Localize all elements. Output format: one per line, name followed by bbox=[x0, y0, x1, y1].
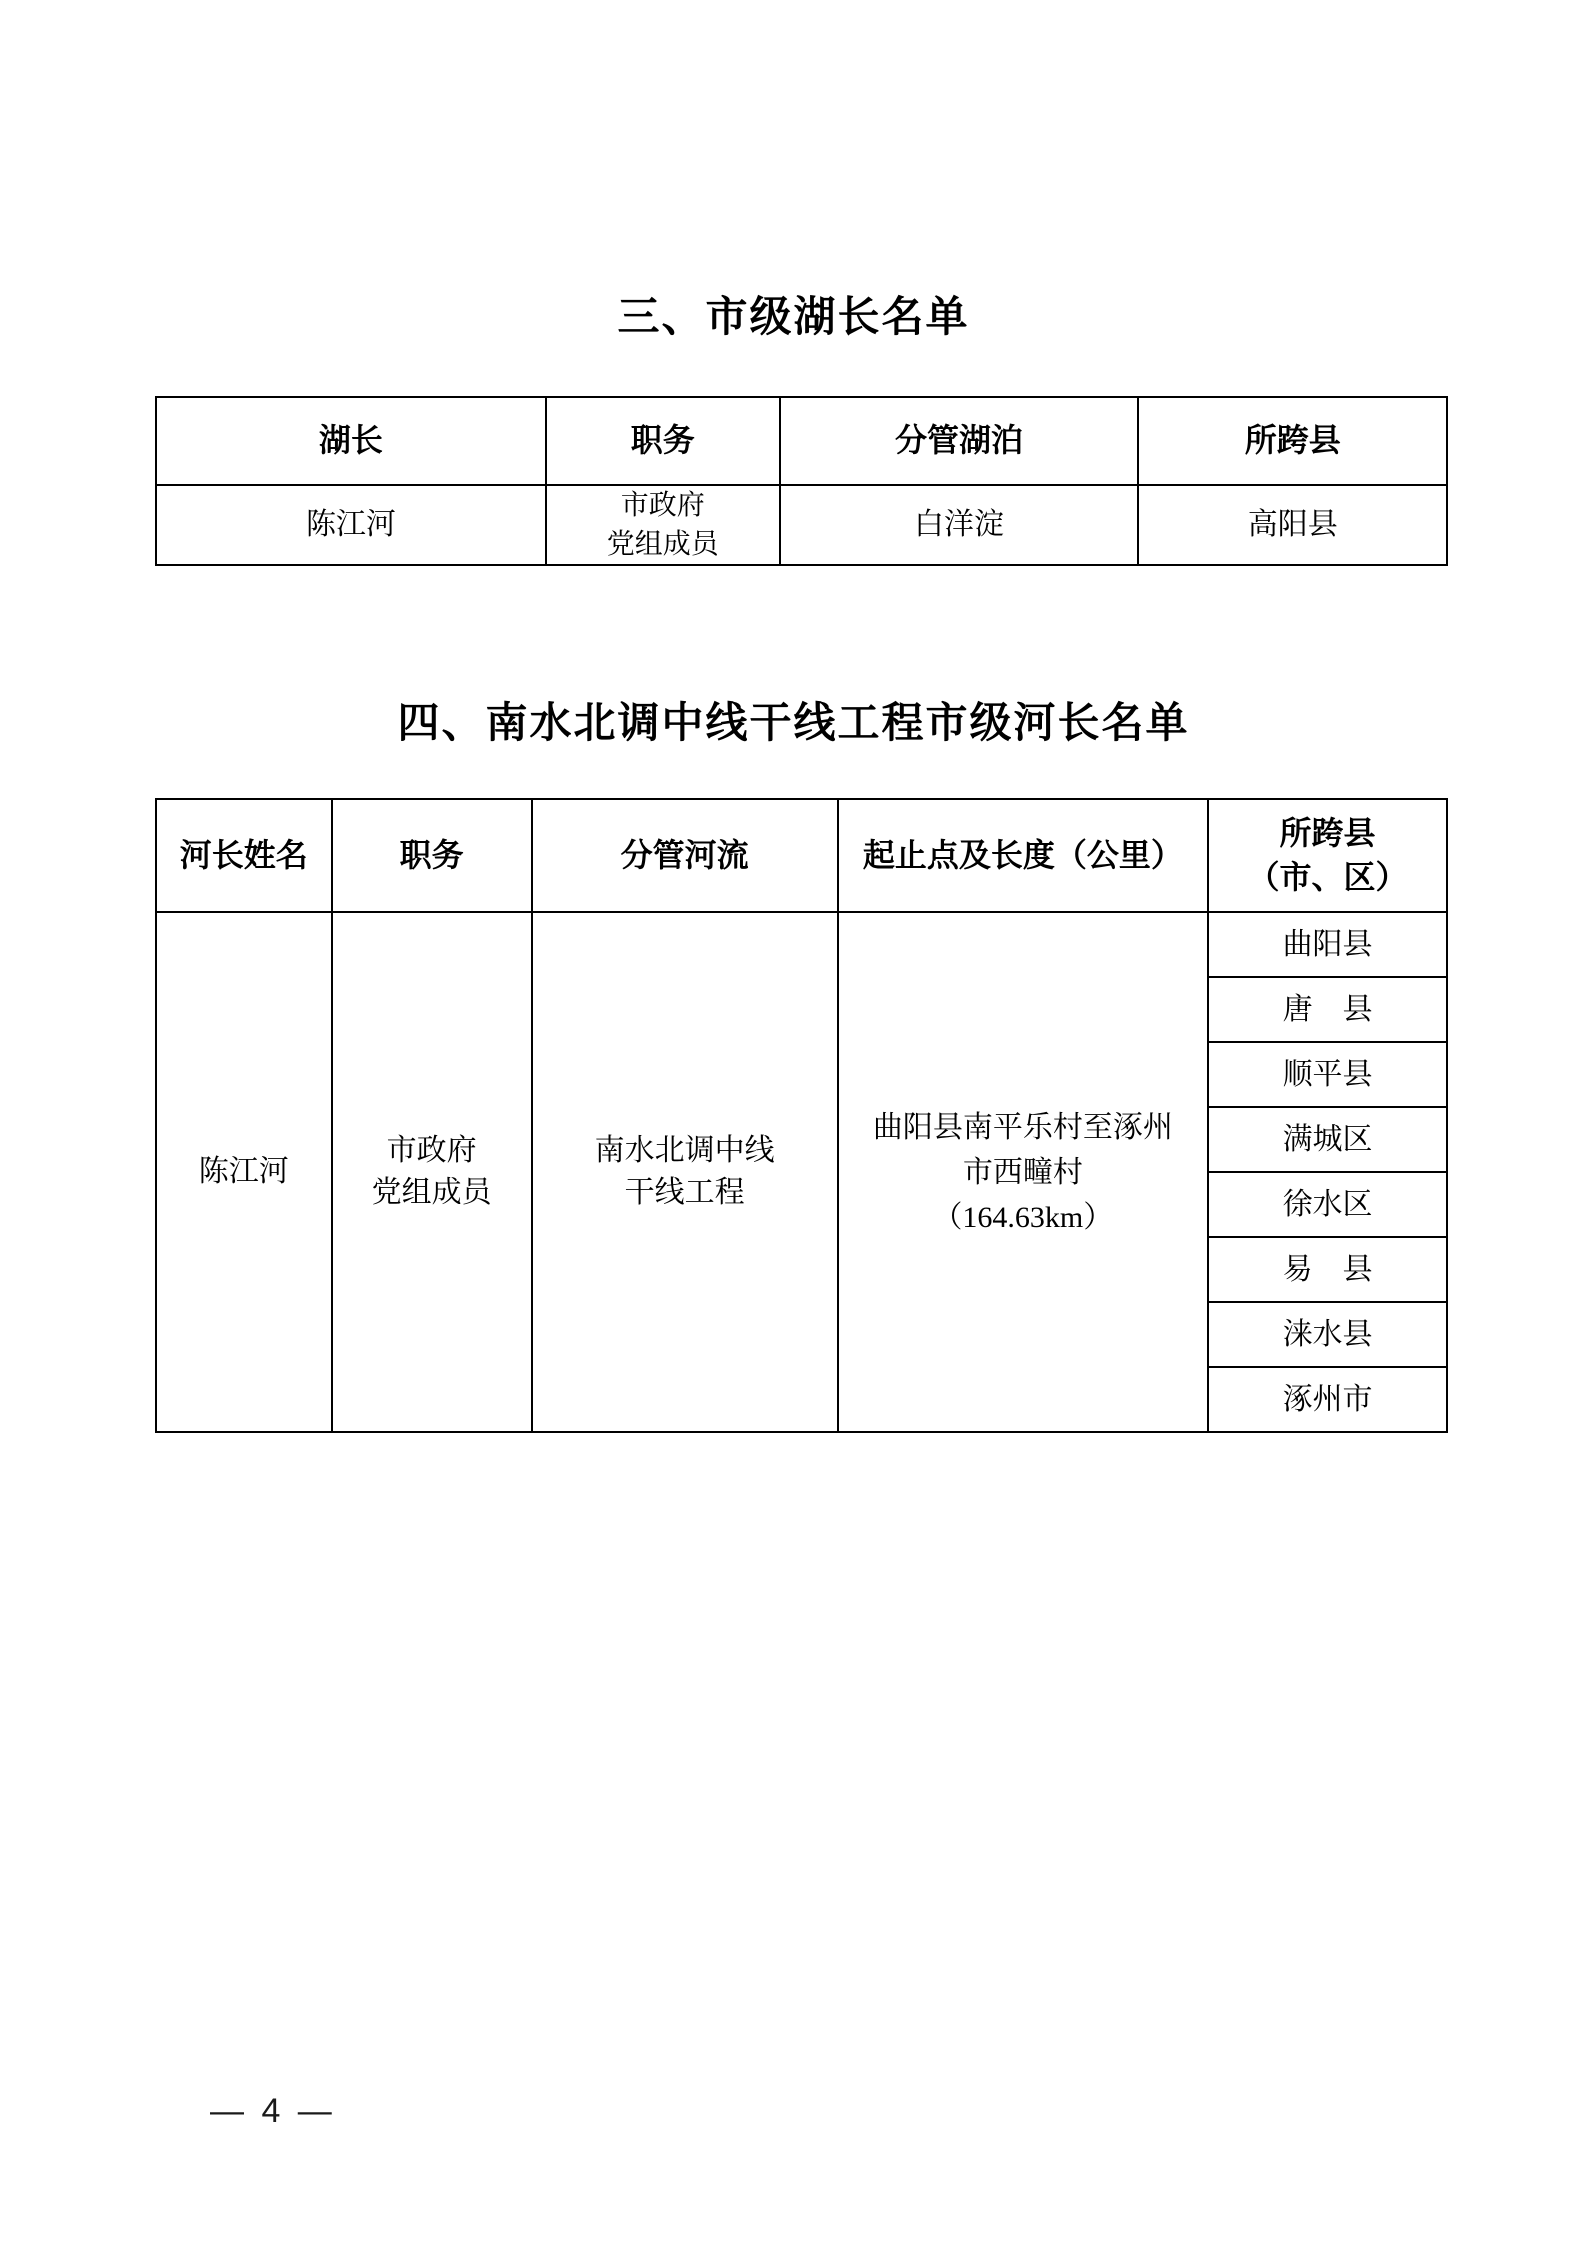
county-cell: 顺平县 bbox=[1208, 1042, 1447, 1107]
county-cell: 满城区 bbox=[1208, 1107, 1447, 1172]
river-line-1: 南水北调中线 bbox=[594, 1134, 775, 1167]
header-managed-lake: 分管湖泊 bbox=[780, 397, 1139, 485]
lake-chief-name-cell: 陈江河 bbox=[156, 485, 546, 565]
county-cell: 易 县 bbox=[1208, 1237, 1447, 1302]
header-managed-river: 分管河流 bbox=[532, 799, 838, 912]
lake-chief-position-cell bbox=[546, 485, 780, 565]
route-line-3: （164.63km） bbox=[932, 1200, 1114, 1234]
river-chiefs-table bbox=[155, 798, 1448, 1433]
river-table-row bbox=[156, 912, 1447, 977]
managed-river-cell bbox=[532, 912, 838, 1432]
position-line-2: 党组成员 bbox=[371, 1176, 492, 1209]
section-4-title: 四、南水北调中线干线工程市级河长名单 bbox=[397, 699, 1190, 746]
header-spanned-counties bbox=[1208, 799, 1447, 912]
position-line-1: 市政府 bbox=[620, 490, 705, 521]
lake-table-row bbox=[156, 485, 1447, 565]
river-line-2: 干线工程 bbox=[624, 1176, 745, 1209]
county-cell: 曲阳县 bbox=[1208, 912, 1447, 977]
county-cell: 涞水县 bbox=[1208, 1302, 1447, 1367]
header-spanned-counties-line-1: 所跨县 bbox=[1279, 815, 1376, 852]
header-river-chief-name: 河长姓名 bbox=[156, 799, 332, 912]
header-route-length: 起止点及长度（公里） bbox=[838, 799, 1209, 912]
position-line-2: 党组成员 bbox=[606, 529, 719, 561]
river-chief-name-cell: 陈江河 bbox=[156, 912, 332, 1432]
section-3-title: 三、市级湖长名单 bbox=[617, 293, 970, 340]
spanned-county-cell: 高阳县 bbox=[1138, 485, 1447, 565]
position-line-1: 市政府 bbox=[386, 1134, 477, 1167]
river-chief-position-cell bbox=[332, 912, 532, 1432]
header-lake-chief: 湖长 bbox=[156, 397, 546, 485]
header-position: 职务 bbox=[546, 397, 780, 485]
county-cell: 涿州市 bbox=[1208, 1367, 1447, 1432]
county-cell: 徐水区 bbox=[1208, 1172, 1447, 1237]
route-length-cell bbox=[838, 912, 1209, 1432]
header-position: 职务 bbox=[332, 799, 532, 912]
managed-lake-cell: 白洋淀 bbox=[780, 485, 1139, 565]
river-table-header-row bbox=[156, 799, 1447, 912]
page-number: — 4 — bbox=[210, 2092, 336, 2130]
header-spanned-county: 所跨县 bbox=[1138, 397, 1447, 485]
header-spanned-counties-line-2: （市、区） bbox=[1247, 858, 1408, 895]
route-line-2: 市西疃村 bbox=[962, 1155, 1083, 1189]
lake-chiefs-table bbox=[155, 396, 1448, 566]
lake-table-header-row bbox=[156, 397, 1447, 485]
county-cell: 唐 县 bbox=[1208, 977, 1447, 1042]
route-line-1: 曲阳县南平乐村至涿州 bbox=[872, 1110, 1173, 1144]
